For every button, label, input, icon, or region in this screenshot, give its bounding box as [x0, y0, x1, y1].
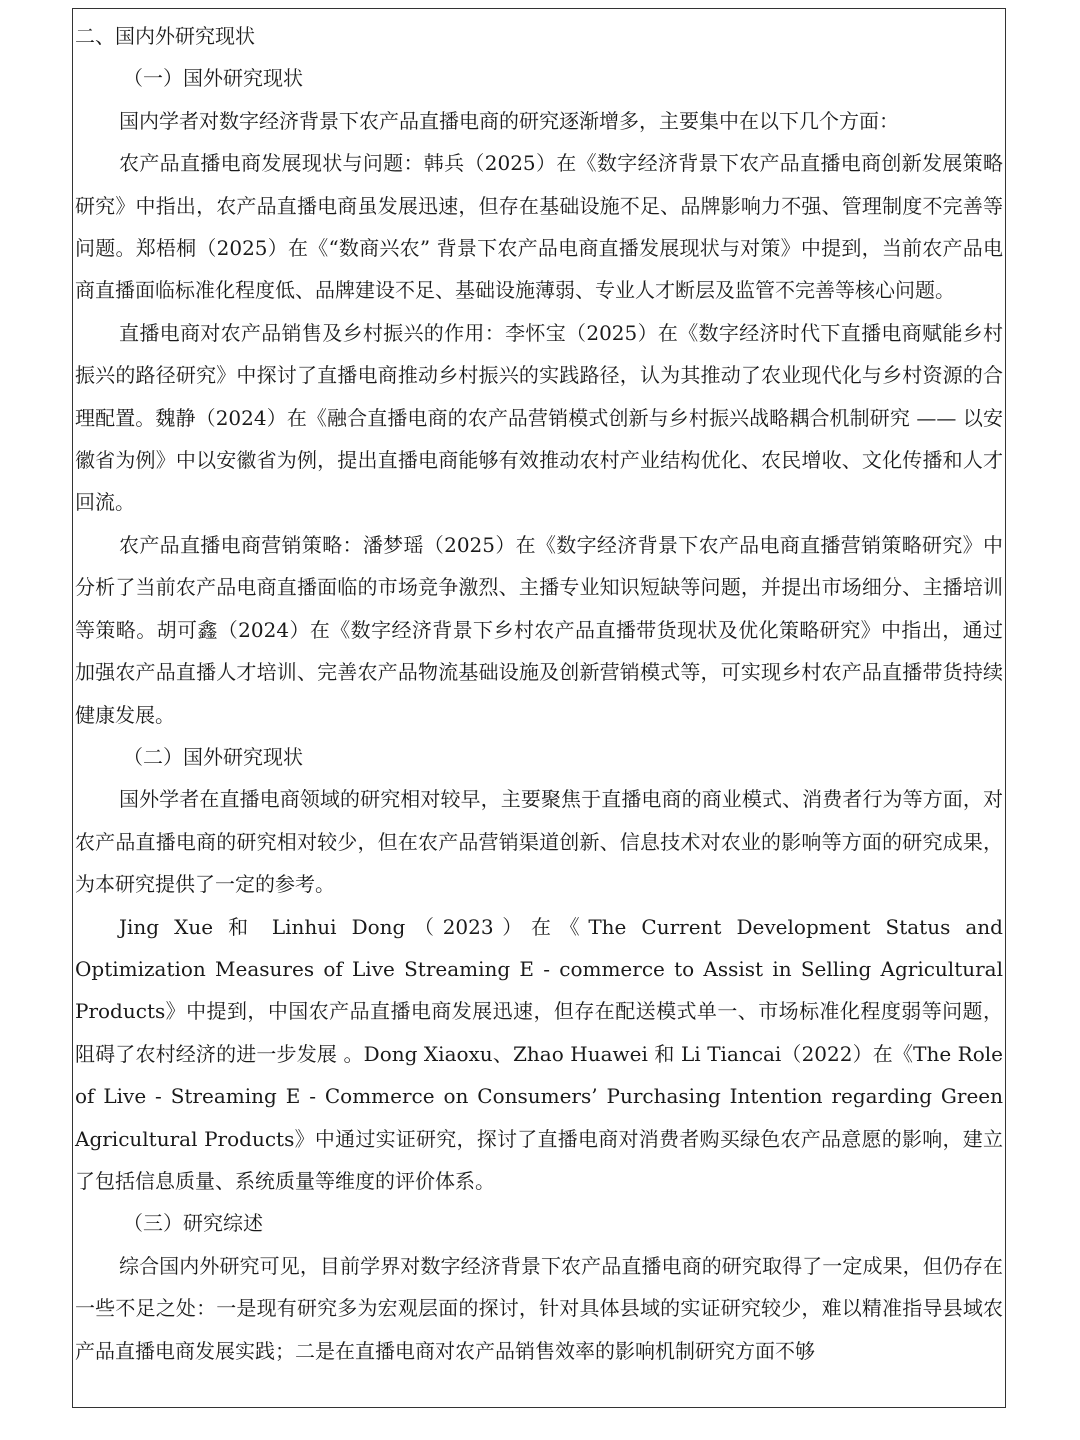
paragraph: Jing Xue 和 Linhui Dong（2023）在《The Current Development Status and Optimization Measures of Live Streaming E - commerce to Assist in Selling Agricultural Products》中提到，中国农产品直播电商发展迅速，但存在配送模式单一、市场标准化程度弱等问题，阻碍了农村经济的进一步发展 。Dong Xiaoxu、Zhao Huawei 和 Li Tiancai（2022）在《The Role of Live - Streaming E - Commerce on Consumers’ Purchasing Intention regarding Green Agricultural Products》中通过实证研究，探讨了直播电商对消费者购买绿色农产品意愿的影响，建立了包括信息质量、系统质量等维度的评价体系。: [75, 914, 1003, 1193]
paragraph: 农产品直播电商发展现状与问题：韩兵（2025）在《数字经济背景下农产品直播电商创新发展策略研究》中指出，农产品直播电商虽发展迅速，但存在基础设施不足、品牌影响力不强、管理制度不完善等问题。郑梧桐（2025）在《“数商兴农” 背景下农产品电商直播发展现状与对策》中提到，当前农产品电商直播面临标准化程度低、品牌建设不足、基础设施薄弱、专业人才断层及监管不完善等核心问题。: [75, 151, 1003, 303]
paragraph: 直播电商对农产品销售及乡村振兴的作用：李怀宝（2025）在《数字经济时代下直播电商赋能乡村振兴的路径研究》中探讨了直播电商推动乡村振兴的实践路径，认为其推动了农业现代化与乡村资源的合理配置。魏静（2024）在《融合直播电商的农产品营销模式创新与乡村振兴战略耦合机制研究 —— 以安徽省为例》中以安徽省为例，提出直播电商能够有效推动农村产业结构优化、农民增收、文化传播和人才回流。: [75, 320, 1003, 515]
document-frame: [72, 8, 1006, 1408]
document-body: [75, 15, 1003, 1372]
section-title: 二、国内外研究现状: [75, 24, 255, 48]
paragraph: 国外学者在直播电商领域的研究相对较早，主要聚焦于直播电商的商业模式、消费者行为等方面，对农产品直播电商的研究相对较少，但在农产品营销渠道创新、信息技术对农业的影响等方面的研究成果，为本研究提供了一定的参考。: [75, 787, 1003, 897]
paragraph: 综合国内外研究可见，目前学界对数字经济背景下农产品直播电商的研究取得了一定成果，但仍存在一些不足之处：一是现有研究多为宏观层面的探讨，针对具体县域的实证研究较少，难以精准指导县域农产品直播电商发展实践；二是在直播电商对农产品销售效率的影响机制研究方面不够: [75, 1253, 1003, 1363]
subsection-title-2: （二）国外研究现状: [123, 744, 303, 769]
paragraph: 国内学者对数字经济背景下农产品直播电商的研究逐渐增多，主要集中在以下几个方面：: [119, 108, 899, 133]
subsection-title-1: （一）国外研究现状: [123, 66, 303, 91]
paragraph: 农产品直播电商营销策略：潘梦瑶（2025）在《数字经济背景下农产品电商直播营销策略研究》中分析了当前农产品电商直播面临的市场竞争激烈、主播专业知识短缺等问题，并提出市场细分、主播培训等策略。胡可鑫（2024）在《数字经济背景下乡村农产品直播带货现状及优化策略研究》中指出，通过加强农产品直播人才培训、完善农产品物流基础设施及创新营销模式等，可实现乡村农产品直播带货持续健康发展。: [75, 532, 1003, 727]
subsection-title-3: （三）研究综述: [123, 1211, 263, 1236]
